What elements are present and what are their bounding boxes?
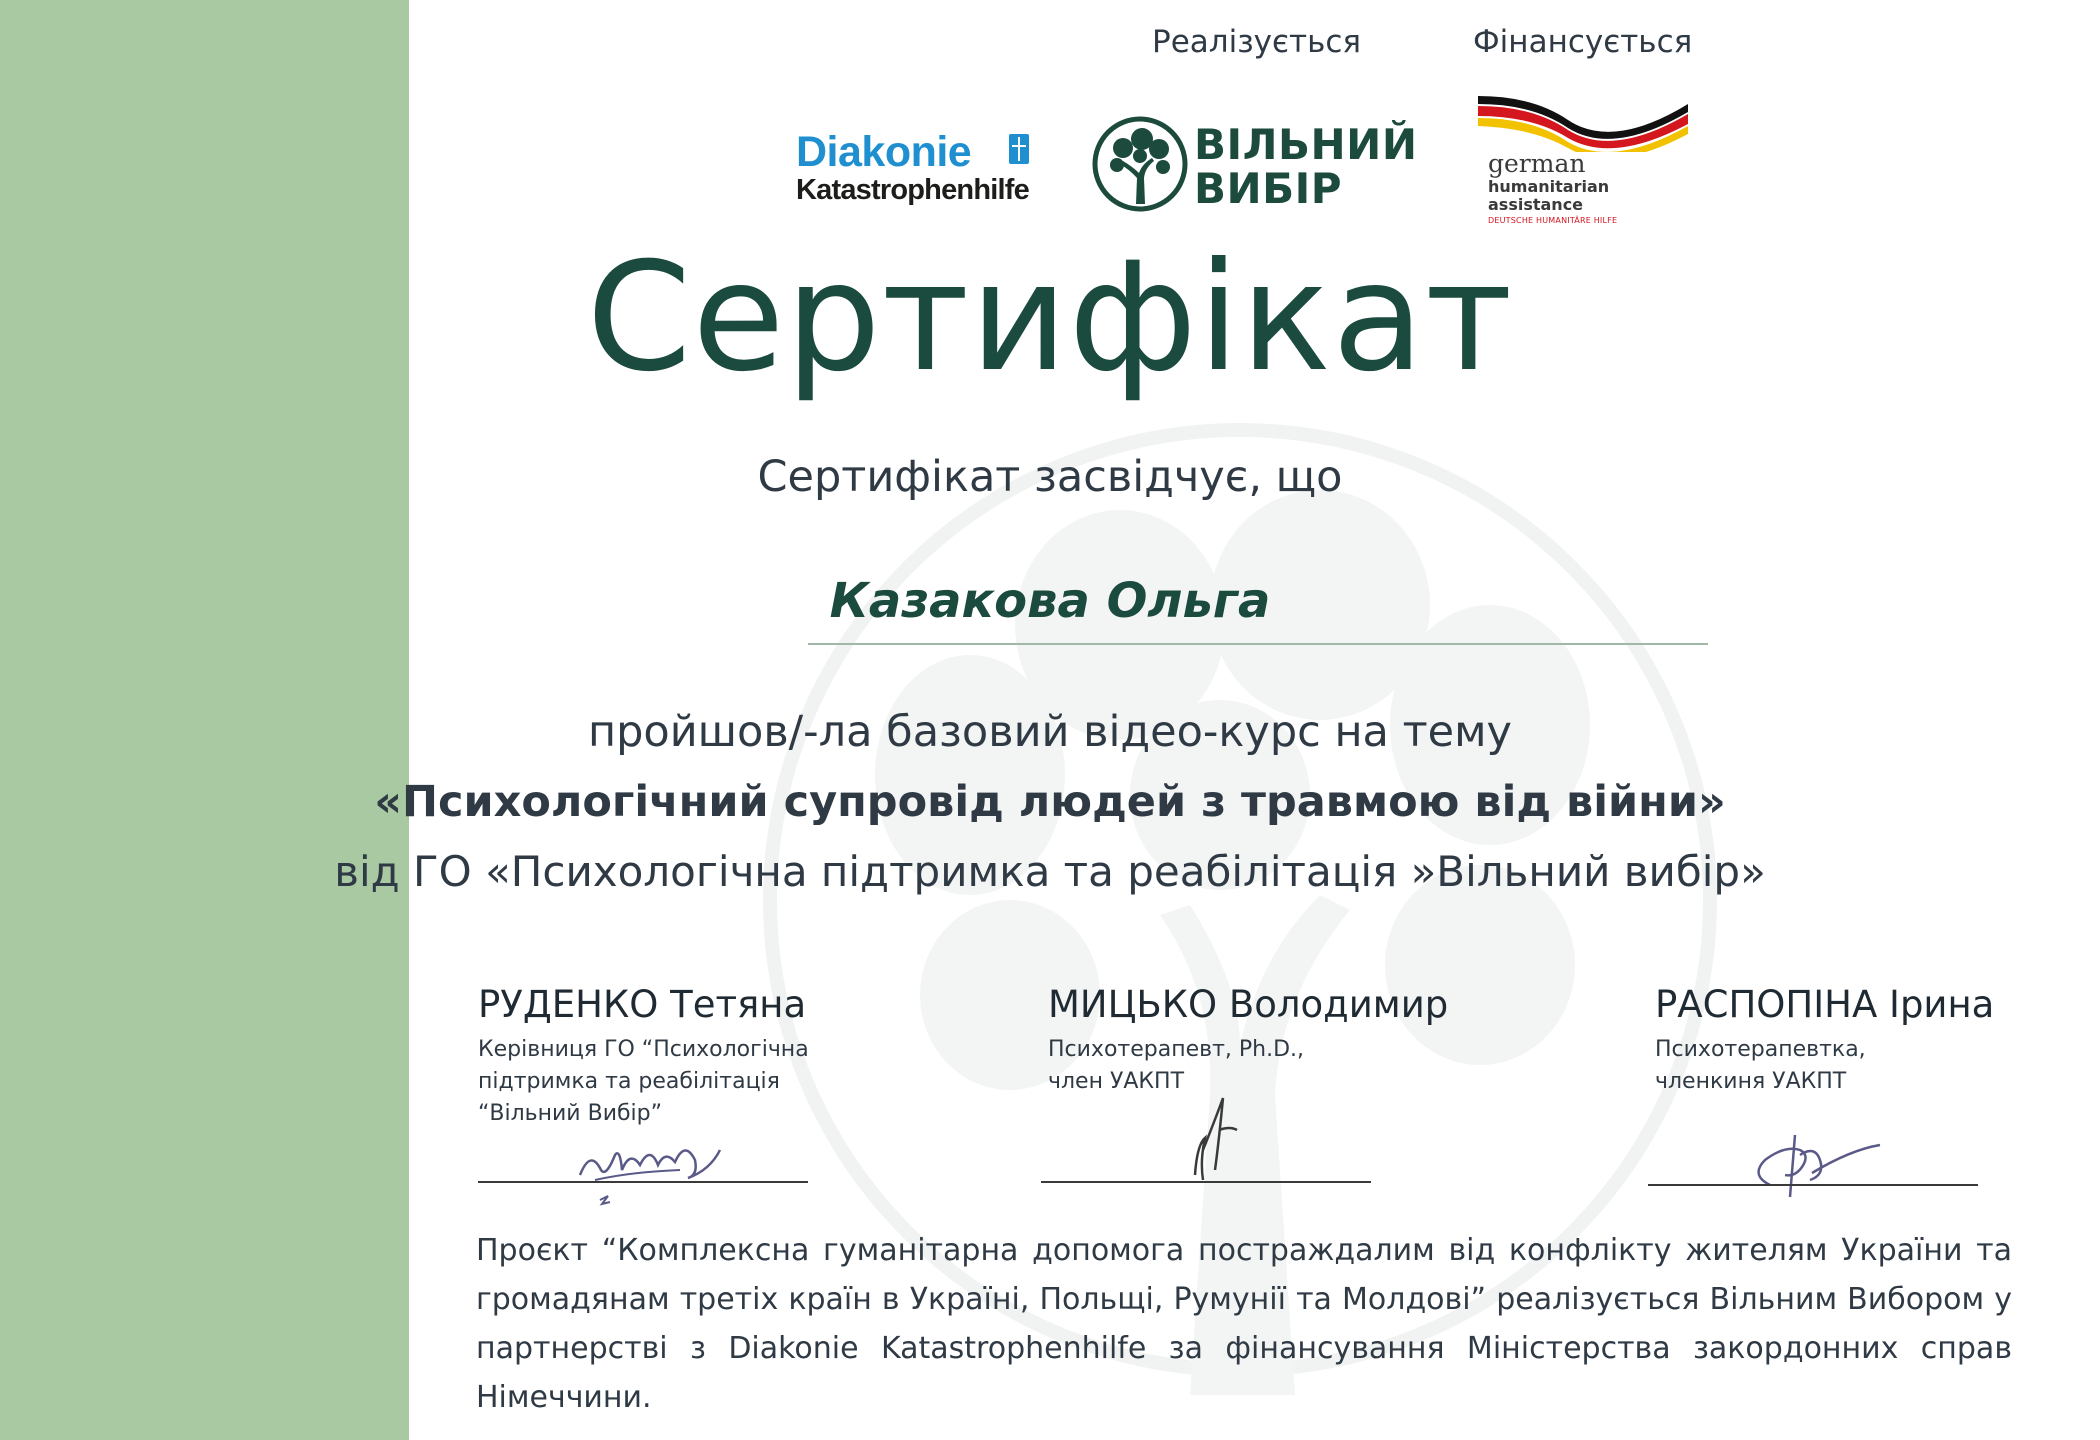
signatory-role: Психотерапевтка, xyxy=(1655,1037,1866,1062)
signatory-role: Психотерапевт, Ph.D., xyxy=(1048,1037,1305,1062)
course-title: «Психологічний супровід людей з травмою від війни» xyxy=(374,777,1726,827)
signatory-role: “Вільний Вибір” xyxy=(478,1101,663,1126)
course-organization: від ГО «Психологічна підтримка та реабілітація »Вільний вибір» xyxy=(334,847,1766,896)
signature-mark xyxy=(570,1120,740,1210)
signature-line xyxy=(1041,1181,1371,1183)
project-description: Проєкт “Комплексна гуманітарна допомога постраждалим від конфлікту жителям України та громадянам третіх країн в Україні, Польщі, Румунії та Молдові” реалізується Вільним Вибором у партнерстві з Diakonie Katastrophenhilfe за фінансування Міністерства закордонних справ Німеччини. xyxy=(476,1233,2012,1415)
signature-mark xyxy=(1740,1105,1890,1205)
german-flag-ribbon-icon xyxy=(1473,92,1693,152)
name-underline xyxy=(808,643,1708,645)
funded-by-label: Фінансується xyxy=(1473,24,1693,60)
implemented-by-label: Реалізується xyxy=(1152,24,1362,60)
signature-mark xyxy=(1175,1090,1255,1190)
signatory-block xyxy=(1655,983,2055,1098)
signature-line xyxy=(1648,1184,1978,1186)
diakonie-cross-icon xyxy=(1009,134,1029,164)
signatory-role: підтримка та реабілітація xyxy=(478,1069,780,1094)
certificate-title: Сертифікат xyxy=(586,231,1514,405)
tree-circle-icon xyxy=(1090,112,1190,216)
certifies-text: Сертифікат засвідчує, що xyxy=(757,452,1343,502)
signatory-role: членкиня УАКПТ xyxy=(1655,1069,1847,1094)
vilnyi-vybir-logo: ВІЛЬНИЙ ВИБІР xyxy=(1090,112,1410,222)
signatory-role: член УАКПТ xyxy=(1048,1069,1185,1094)
signatory-name: РУДЕНКО Тетяна xyxy=(478,983,807,1026)
diakonie-logo: Diakonie Katastrophenhilfe xyxy=(796,128,1029,206)
signatory-block xyxy=(1048,983,1488,1098)
signatory-role: Керівниця ГО “Психологічна xyxy=(478,1037,809,1062)
signatory-block xyxy=(478,983,878,1130)
signatory-name: РАСПОПІНА Ірина xyxy=(1655,983,1995,1026)
signature-line xyxy=(478,1181,808,1183)
signatory-name: МИЦЬКО Володимир xyxy=(1048,983,1449,1026)
recipient-name: Казакова Ольга xyxy=(829,573,1271,629)
course-intro-text: пройшов/-ла базовий відео-курс на тему xyxy=(588,707,1512,757)
german-humanitarian-assistance-logo: german humanitarian assistance DEUTSCHE HUMANITÄRE HILFE xyxy=(1473,92,1693,232)
